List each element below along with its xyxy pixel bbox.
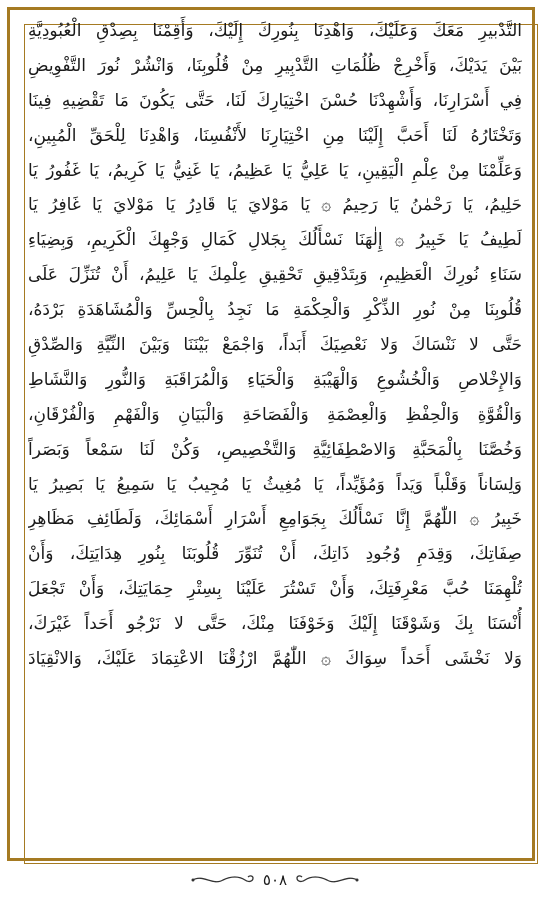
text-line-1: التَّدْبيرِ مَعَكَ وَعَلَيْكَ، وَاهْدِنَا بِنُورِكَ إِلَيْكَ، وَأَقِمْنَا بِصِدْقِ الْعُبُودِيَّةِ [28,21,522,41]
text-line-4: وَتَخْتَارُهُ لَنَا أَحَبَّ إِلَيْنَا مِنِ اخْتِيَارِنَا لأَنْفُسِنَا، وَاهْدِنَا لِلْحَقِّ الْمُبِينِ، [28,125,522,146]
text-line-12: وَالْقُوَّةِ وَالْحِفْظِ وَالْعِصْمَةِ وَالْفَصَاحَةِ وَالْبَيَانِ وَالْفَهْمِ وَالْفُرْقَانِ، [28,404,522,425]
text-line-10: حَتَّى لا نَنْسَاكَ وَلا نَعْصِيَكَ أَبَداً، وَاجْمَعْ بَيْنَنَا وَبَيْنَ النِّيَّةِ وَالصِّدْقِ [28,335,522,356]
text-line-5: وَعَلِّمْنَا مِنْ عِلْمِ الْيَقِينِ، يَا عَلِيُّ يَا عَظِيمُ، يَا غَنِيُّ يَا كَرِيمُ، يَا غَفُورُ يَا [28,160,522,181]
text-line-17: تُلْهِمَنَا حُبَّ مَعْرِفَتِكَ، وَأَنْ تَسْتُرَ عَلَيْنَا بِسِتْرِ حِمَايَتِكَ، وَأَنْ تَجْعَلَ [28,579,522,600]
text-line-9: قُلُوبِنَا مِنْ نُورِ الذِّكْرِ وَالْحِكْمَةِ مَا نَجِدُ بِالْحِسِّ وَالْمُشَاهَدَةِ بَرْدَهُ، [28,300,522,321]
text-line-19: وَلا نَخْشَى أَحَداً سِوَاكَ ۞ اللّٰهُمَّ ارْزُقْنَا الاعْتِمَادَ عَلَيْكَ، وَالانْقِيَادَ [28,649,522,670]
text-line-15: خَبِيرُ ۞ اللّٰهُمَّ إِنَّا نَسْأَلُكَ بِجَوَامِعِ أَسْرَارِ أَسْمَائِكَ، وَلَطَائِفِ مَظَاهِرِ [28,509,522,530]
text-line-7: لَطِيفُ يَا خَبِيرُ ۞ إِلٰهَنَا نَسْأَلُكَ بِجَلالِ كَمَالِ وَجْهِكَ الْكَرِيمِ، وَبِضِيَاءِ [28,230,522,251]
text-line-2: بَيْنَ يَدَيْكَ، وَأَخْرِجْ ظُلُمَاتِ التَّدْبِيرِ مِنْ قُلُوبِنَا، وَانْشُرْ نُورَ التَّفْوِيضِ [28,55,522,76]
text-line-13: وَخُصَّنَا بِالْمَحَبَّةِ وَالاصْطِفَائِيَّةِ وَالتَّخْصِيصِ، وَكُنْ لَنَا سَمْعاً وَبَصَراً [28,439,522,460]
page-number: ٥٠٨ [262,871,288,889]
text-line-8: سَنَاءِ نُورِكَ الْعَظِيمِ، وَبِتَدْقِيقِ تَحْقِيقِ عِلْمِكَ يَا عَلِيمُ، أَنْ تُنَزِّلَ عَلَى [28,265,522,286]
page-footer [0,868,550,892]
text-line-11: وَالإِخْلاصِ وَالْخُشُوعِ وَالْهَيْبَةِ وَالْحَيَاءِ وَالْمُرَاقَبَةِ وَالنُّورِ وَالنَّشَاطِ [28,369,522,390]
prayer-text-block [28,14,522,852]
text-line-3: فِي أَسْرَارِنَا، وَأَشْهِدْنَا حُسْنَ اخْتِيَارِكَ لَنَا، حَتَّى يَكُونَ مَا تَقْضِيهِ فِينَا [28,90,522,111]
text-line-16: صِفَاتِكَ، وَقِدَمِ وُجُودِ ذَاتِكَ، أَنْ تُنَوِّرَ قُلُوبَنَا بِنُورِ هِدَايَتِكَ، وَأَنْ [28,544,522,565]
left-flourish-ornament [295,873,359,887]
text-line-6: حَلِيمُ، يَا رَحْمٰنُ يَا رَحِيمُ ۞ يَا مَوْلايَ يَا قَادِرُ يَا مَوْلايَ يَا غَافِرُ يَا [28,195,522,216]
right-flourish-ornament [191,873,255,887]
text-line-14: وَلِسَاناً وَقَلْباً وَيَداً وَمُؤَيِّداً، يَا مُغِيثُ يَا مُجِيبُ يَا سَمِيعُ يَا بَصِيرُ يَا [28,474,522,495]
text-line-18: أُنْسَنَا بِكَ وَشَوْقَنَا إِلَيْكَ وَخَوْفَنَا مِنْكَ، حَتَّى لا نَرْجُو أَحَداً غَيْرَكَ، [28,614,522,635]
